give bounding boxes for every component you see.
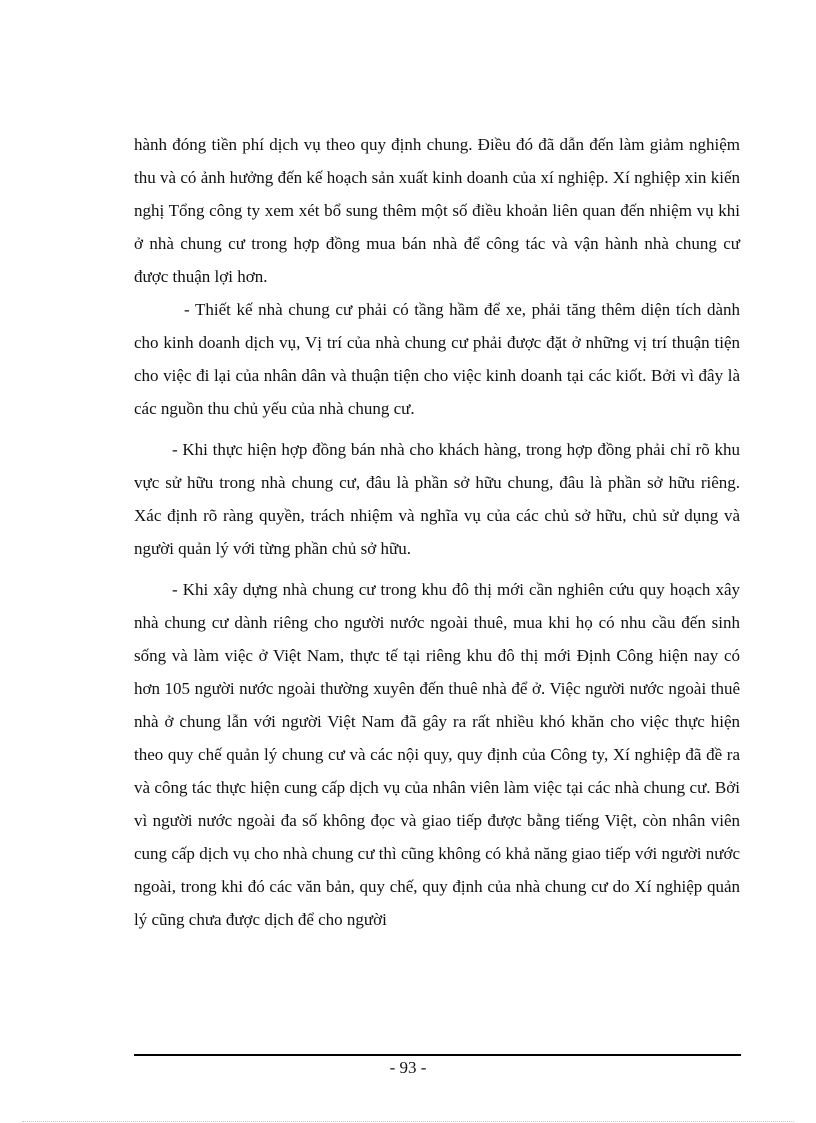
body-text (134, 128, 740, 936)
paragraph-3: - Khi thực hiện hợp đồng bán nhà cho khách hàng, trong hợp đồng phải chỉ rõ khu vực sử hữu trong nhà chung cư, đâu là phần sở hữu chung, đâu là phần sở hữu riêng. Xác định rõ ràng quyền, trách nhiệm và nghĩa vụ của các chủ sở hữu, chủ sử dụng và người quản lý với từng phần chủ sở hữu. (134, 440, 740, 558)
paragraph-1: hành đóng tiền phí dịch vụ theo quy định chung. Điều đó đã dẫn đến làm giảm nghiệm thu và có ảnh hưởng đến kế hoạch sản xuất kinh doanh của xí nghiệp. Xí nghiệp xin kiến nghị Tổng công ty xem xét bổ sung thêm một số điều khoản liên quan đến nhiệm vụ khi ở nhà chung cư trong hợp đồng mua bán nhà để công tác và vận hành nhà chung cư được thuận lợi hơn. (134, 135, 740, 286)
footer-rule (134, 1054, 741, 1056)
page-edge-divider (22, 1121, 794, 1122)
page-number: - 93 - (389, 1058, 427, 1077)
paragraph-2: - Thiết kế nhà chung cư phải có tầng hầm để xe, phải tăng thêm diện tích dành cho kinh doanh dịch vụ, Vị trí của nhà chung cư phải được đặt ở những vị trí thuận tiện cho việc đi lại của nhân dân và thuận tiện cho việc kinh doanh tại các kiốt. Bởi vì đây là các nguồn thu chủ yếu của nhà chung cư. (134, 300, 740, 418)
paragraph-4: - Khi xây dựng nhà chung cư trong khu đô thị mới cần nghiên cứu quy hoạch xây nhà chung cư dành riêng cho người nước ngoài thuê, mua khi họ có nhu cầu đến sinh sống và làm việc ở Việt Nam, thực tế tại riêng khu đô thị mới Định Công hiện nay có hơn 105 người nước ngoài thường xuyên đến thuê nhà để ở. Việc người nước ngoài thuê nhà ở chung lẫn với người Việt Nam đã gây ra rất nhiều khó khăn cho việc thực hiện theo quy chế quản lý chung cư và các nội quy, quy định của Công ty, Xí nghiệp đã đề ra và công tác thực hiện cung cấp dịch vụ của nhân viên làm việc tại các nhà chung cư. Bởi vì người nước ngoài đa số không đọc và giao tiếp được bằng tiếng Việt, còn nhân viên cung cấp dịch vụ cho nhà chung cư thì cũng không có khả năng giao tiếp với người nước ngoài, trong khi đó các văn bản, quy chế, quy định của nhà chung cư do Xí nghiệp quản lý cũng chưa được dịch để cho người (134, 580, 740, 929)
